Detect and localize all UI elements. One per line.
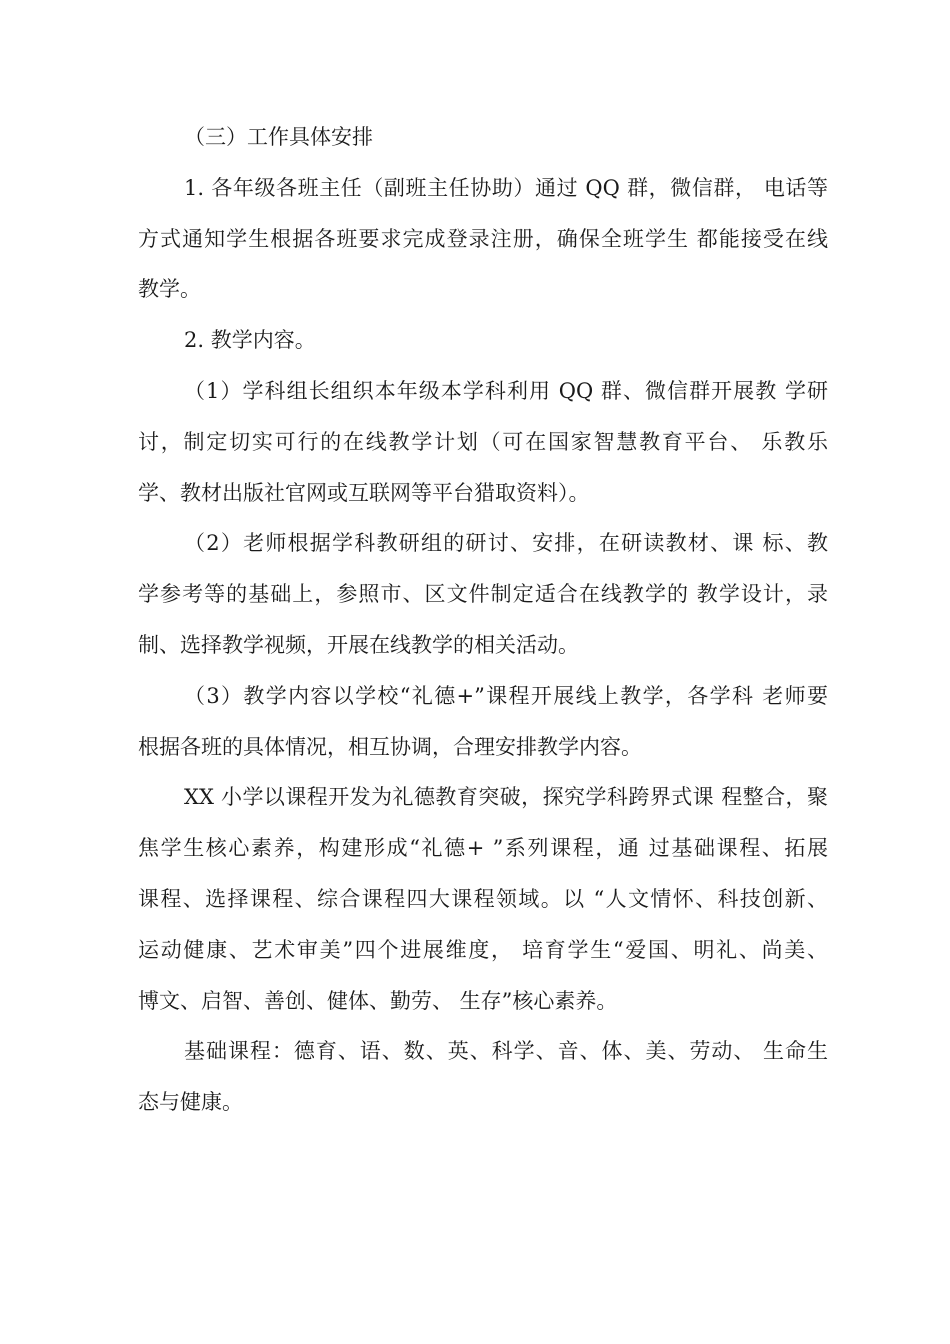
text-line: 1. 各年级各班主任（副班主任协助）通过 QQ 群，微信群， 电话等	[184, 175, 828, 200]
section-heading	[138, 112, 828, 163]
text-line: 2. 教学内容。	[184, 328, 316, 353]
text-line: （1）学科组长组织本年级本学科利用 QQ 群、微信群开展教 学研	[184, 378, 828, 403]
text-line: 学、教材出版社官网或互联网等平台猎取资料）。	[138, 480, 590, 505]
text-line: 根据各班的具体情况，相互协调，合理安排教学内容。	[138, 734, 642, 759]
text-line: 方式通知学生根据各班要求完成登录注册，确保全班学生 都能接受在线	[138, 226, 828, 251]
text-line: XX 小学以课程开发为礼德教育突破，探究学科跨界式课 程整合，聚	[184, 785, 828, 810]
text-line: 课程、选择课程、综合课程四大课程领域。以 “人文情怀、科技创新、	[138, 886, 828, 911]
text-line: 教学。	[138, 277, 201, 302]
text-line: 态与健康。	[138, 1090, 243, 1115]
text-line: 制、选择教学视频，开展在线教学的相关活动。	[138, 632, 579, 657]
text-line: 焦学生核心素养，构建形成“礼德+ ”系列课程，通 过基础课程、拓展	[138, 836, 828, 861]
paragraph-item-1	[138, 163, 828, 315]
paragraph-basic-courses	[138, 1026, 828, 1128]
text-line: 学参考等的基础上，参照市、区文件制定适合在线教学的 教学设计，录	[138, 582, 828, 607]
text-line: 讨，制定切实可行的在线教学计划（可在国家智慧教育平台、 乐教乐	[138, 429, 828, 454]
text-line: 基础课程：德育、语、数、英、科学、音、体、美、劳动、 生命生	[184, 1039, 828, 1064]
paragraph-sub-item-1	[138, 366, 828, 518]
text-line: （3）教学内容以学校“礼德+”课程开展线上教学，各学科 老师要	[184, 683, 828, 708]
text-line: 运动健康、艺术审美”四个进展维度， 培育学生“爱国、明礼、尚美、	[138, 937, 828, 962]
text-line: （2）老师根据学科教研组的研讨、安排，在研读教材、课 标、教	[184, 531, 828, 556]
document-body	[138, 112, 828, 1128]
paragraph-sub-item-2	[138, 518, 828, 670]
paragraph-sub-item-3	[138, 671, 828, 773]
paragraph-school-intro	[138, 772, 828, 1026]
text-line: （三）工作具体安排	[184, 125, 373, 149]
paragraph-item-2	[138, 315, 828, 366]
text-line: 博文、启智、善创、健体、勤劳、 生存”核心素养。	[138, 988, 618, 1013]
